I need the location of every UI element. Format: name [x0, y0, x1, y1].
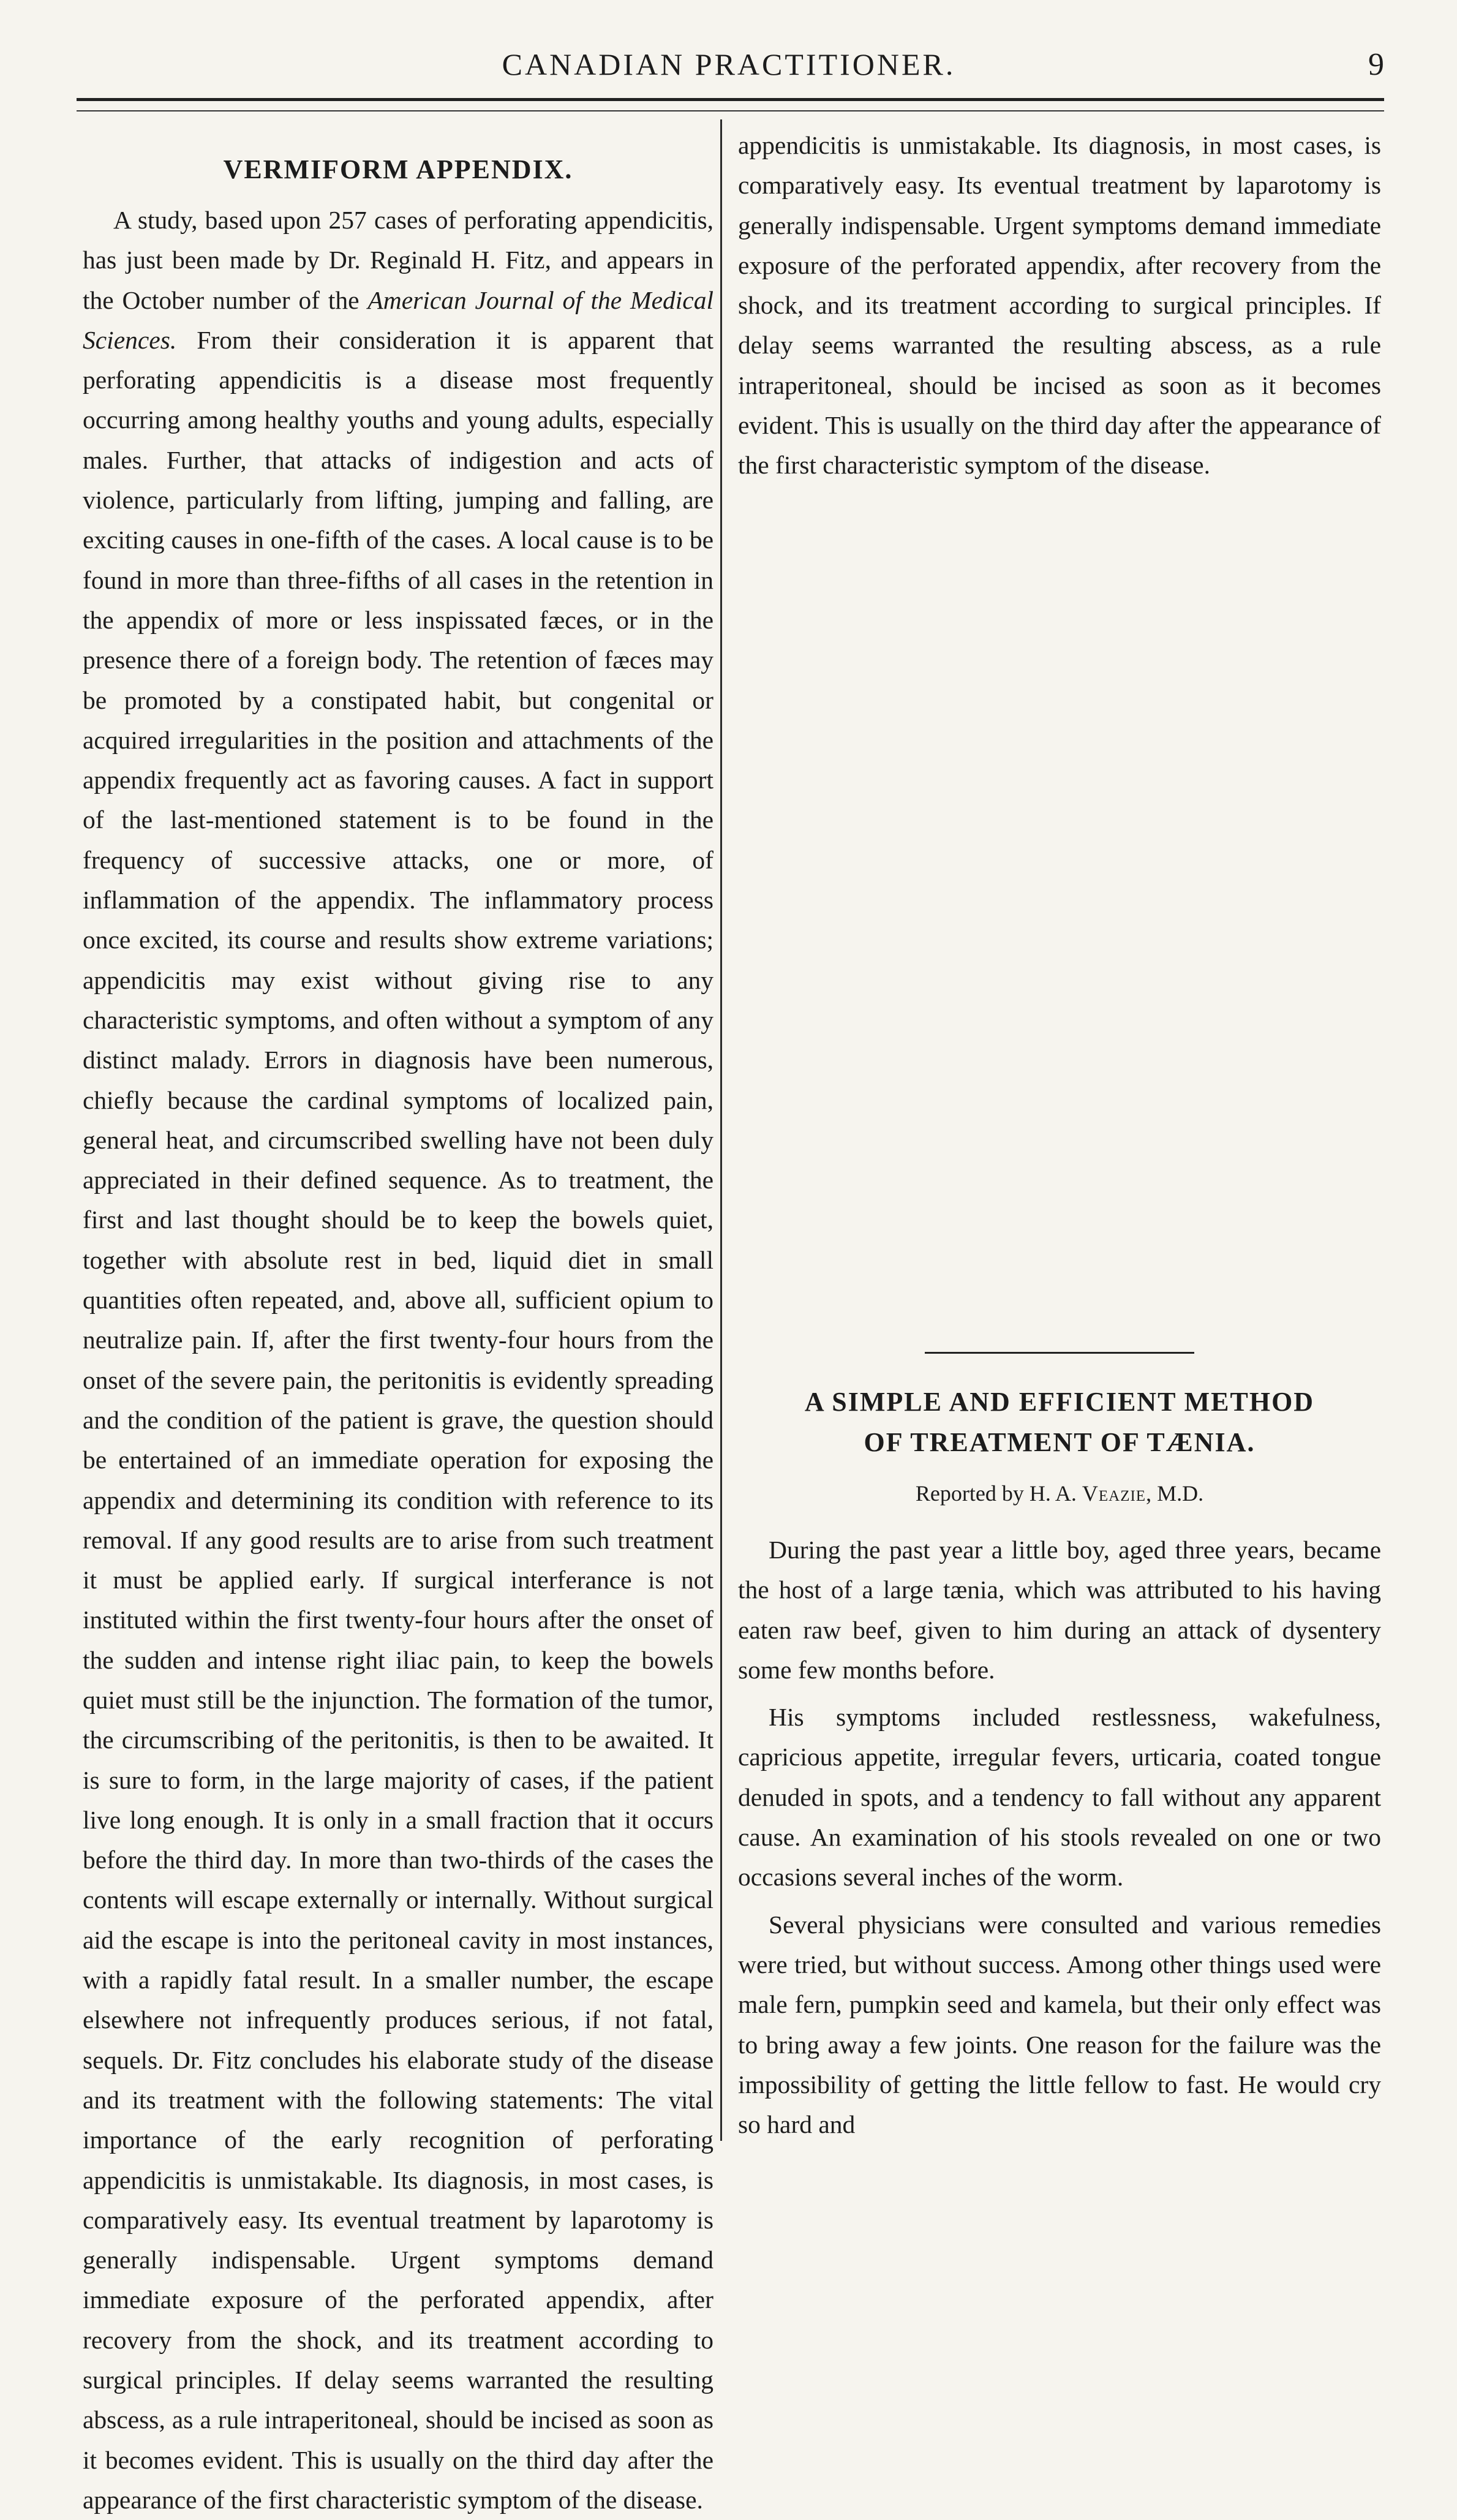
article1-continuation — [738, 126, 1381, 486]
left-column — [83, 126, 713, 2514]
running-head — [73, 36, 1384, 97]
section-divider — [925, 1352, 1194, 1354]
article1-paragraph-part1 — [83, 200, 713, 2514]
article1-text-body: From their consideration it is apparent that perforating appendicitis is a disease most frequently occurring among healthy youths and young adults, especially males. Further, that attacks of indigestion and acts of violence, particularly from lifting, jumping and falling, are exciting causes in one-fifth of the cases. A local cause is to be found in more than three-fifths of all cases in the retention in the appendix of more or less inspissated fæces, or in the presence there of a foreign body. The retention of fæces may be promoted by a constipated habit, but congenital or acquired irregularities in the position and attachments of the appendix frequently act as favoring causes. A fact in support of the last-mentioned statement is to be found in the frequency of successive attacks, one or more, of inflammation of the appendix. The inflammatory process once excited, its course and results show extreme variations; appendicitis may exist without giving rise to any characteristic symptoms, and often without a symptom of any distinct malady. Errors in diagnosis have been numerous, chiefly because the cardinal symptoms of localized pain, general heat, and circumscribed swelling have not been duly appreciated in their defined sequence. As to treatment, the first and last thought should be to keep the bowels quiet, together with absolute rest in bed, liquid diet in small quantities often repeated, and, above all, sufficient opium to neutralize pain. If, after the first twenty-four hours from the onset of the severe pain, the peritonitis is evidently spreading and the condition of the patient is grave, the question should be entertained of an immediate operation for exposing the appendix and determining its condition with reference to its removal. If any good results are to arise from such treatment it must be applied early. If surgical interferance is not instituted within the first twenty-four hours after the onset of the sudden and intense right iliac pain, to keep the bowels quiet must still be the injunction. The formation of the tumor, the circumscribing of the peritonitis, is then to be awaited. It is sure to form, in the large majority of cases, if the patient live long enough. It is only in a small fraction that it occurs before the third day. In more than two-thirds of the cases the contents will escape externally or internally. Without surgical aid the escape is into the peritoneal cavity in most instances, with a rapidly fatal result. In a smaller number, the escape elsewhere not infrequently produces serious, if not fatal, sequels. Dr. Fitz concludes his elaborate study of the disease and its treatment with the following statements: The vital importance of the early recognition of perforating appendicitis is unmistakable. Its diagnosis, in most cases, is comparatively easy. Its eventual treatment by laparotomy is generally indispensable. Urgent symptoms demand immediate exposure of the perforated appendix, after recovery from the shock, and its treatment according to surgical principles. If delay seems warranted the resulting abscess, as a rule intraperitoneal, should be incised as soon as it becomes evident. This is usually on the third day after the appearance of the first characteristic symptom of the disease. — [83, 325, 713, 2514]
byline-name: Veazie — [1082, 1481, 1146, 1506]
byline-suffix: , M.D. — [1146, 1481, 1204, 1506]
page-number: 9 — [1368, 47, 1384, 82]
column-divider — [720, 119, 722, 2141]
right-column — [738, 126, 1381, 2187]
article2-title-line-1: A SIMPLE AND EFFICIENT METHOD — [804, 1387, 1315, 1417]
journal-name: American Journal of the Medical Sciences. — [83, 285, 713, 354]
article1-continuation-viewport — [738, 126, 1381, 1325]
header-rule-thin — [77, 110, 1384, 111]
article2-byline — [738, 1475, 1381, 1512]
article2-paragraph-3: Several physicians were consulted and various remedies were tried, but without success. Among other things used were male fern, pumpkin seed and kamela, but their only effect was to bring away a few joints. One reason for the failure was the impossibility of getting the little fellow to fast. He would cry so hard and — [738, 1910, 1381, 2139]
article1-title: VERMIFORM APPENDIX. — [223, 154, 573, 184]
journal-title: CANADIAN PRACTITIONER. — [502, 47, 956, 81]
article1-text-before-journal: A study, based upon 257 cases of perforating appendicitis, has just been made by Dr. Reginald H. Fitz, and appears in the October number of the — [83, 206, 713, 314]
byline-prefix: Reported by H. A. — [915, 1481, 1082, 1506]
article2-title-line-2: OF TREATMENT OF TÆNIA. — [864, 1427, 1256, 1457]
article2-paragraph-1: During the past year a little boy, aged three years, became the host of a large tænia, which was attributed to his having eaten raw beef, given to him during an attack of dysentery some few months before. — [738, 1536, 1381, 1684]
header-rule-thick — [77, 98, 1384, 101]
article1-continuation-text: appendicitis is unmistakable. Its diagnosis, in most cases, is comparatively easy. Its eventual treatment by laparotomy is generally indispensable. Urgent symptoms demand immediate exposure of the perforated appendix, after recovery from the shock, and its treatment according to surgical principles. If delay seems warranted the resulting abscess, as a rule intraperitoneal, should be incised as soon as it becomes evident. This is usually on the third day after the appearance of the first characteristic symptom of the disease. — [738, 131, 1381, 480]
article2-paragraph-2: His symptoms included restlessness, wakefulness, capricious appetite, irregular fevers, urticaria, coated tongue denuded in spots, and a tendency to fall without any apparent cause. An examination of his stools revealed on one or two occasions several inches of the worm. — [738, 1703, 1381, 1892]
